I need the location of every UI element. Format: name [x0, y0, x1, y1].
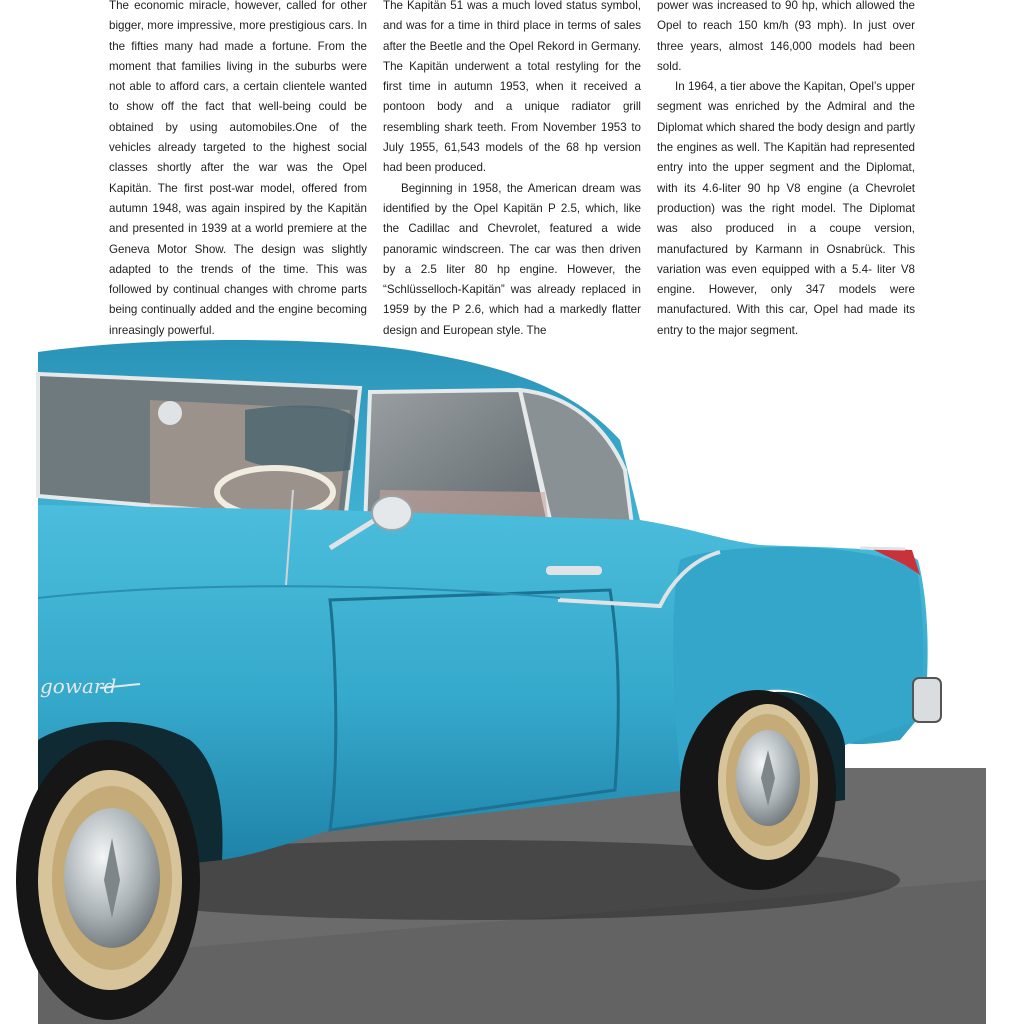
badge-script: goward: [40, 674, 117, 698]
paragraph: In 1964, a tier above the Kapitan, Opel’s upper segment was enriched by the Admiral and the Diplomat which shared the body design and partly the engines as well. The Kapitän had represented entry into the upper segment and the Diplomat, with its 4.6-liter 90 hp V8 engine (a Chevrolet production) was the right model. The Diplomat was also produced in a coupe version, manufactured by Karmann in Osnabrück. This variation was even equipped with a 5.4- liter V8 engine. However, only 347 models were manufactured. With this car, Opel had made its entry to the major segment.: [657, 80, 915, 337]
car-photo: [0, 330, 1024, 1024]
rear-bumper: [913, 678, 941, 722]
paragraph: power was increased to 90 hp, which allowed the Opel to reach 150 km/h (93 mph). In just over three years, almost 146,000 models had been sold.: [657, 0, 915, 73]
text-column-3: [657, 0, 915, 341]
front-wheel: [16, 740, 200, 1020]
paragraph: The economic miracle, however, called for other bigger, more impressive, more prestigious cars. In the fifties many had made a fortune. From the moment that families living in the suburbs were not able to afford cars, a certain clientele wanted to show off the fact that well-being could be obtained by using automobiles.One of the vehicles already targeted to the highest social classes shortly after the war was the Opel Kapitän. The first post-war model, offered from autumn 1948, was again inspired by the Kapitän and presented in 1939 at a world premiere at the Geneva Motor Show. The design was slightly adapted to the trends of the time. This was followed by continual changes with chrome parts being continually added and the engine becoming inreasingly powerful.: [109, 0, 367, 337]
paragraph: The Kapitän 51 was a much loved status symbol, and was for a time in third place in terms of sales after the Beetle and the Opel Rekord in Germany. The Kapitän underwent a total restyling for the first time in autumn 1953, when it received a pontoon body and a unique radiator grill resembling shark teeth. From November 1953 to July 1955, 61,543 models of the 68 hp version had been produced.: [383, 0, 641, 175]
door-handle: [546, 566, 602, 575]
text-column-1: [109, 0, 367, 341]
paragraph: Beginning in 1958, the American dream was identified by the Opel Kapitän P 2.5, which, like the Cadillac and Chevrolet, featured a wide panoramic windscreen. The car was then driven by a 2.5 liter 80 hp engine. However, the “Schlüsselloch-Kapitän” was already replaced in 1959 by the P 2.6, which had a markedly flatter design and European style. The: [383, 181, 641, 337]
windows: [38, 374, 632, 528]
rear-wheel: [680, 690, 836, 890]
text-column-2: [383, 0, 641, 341]
